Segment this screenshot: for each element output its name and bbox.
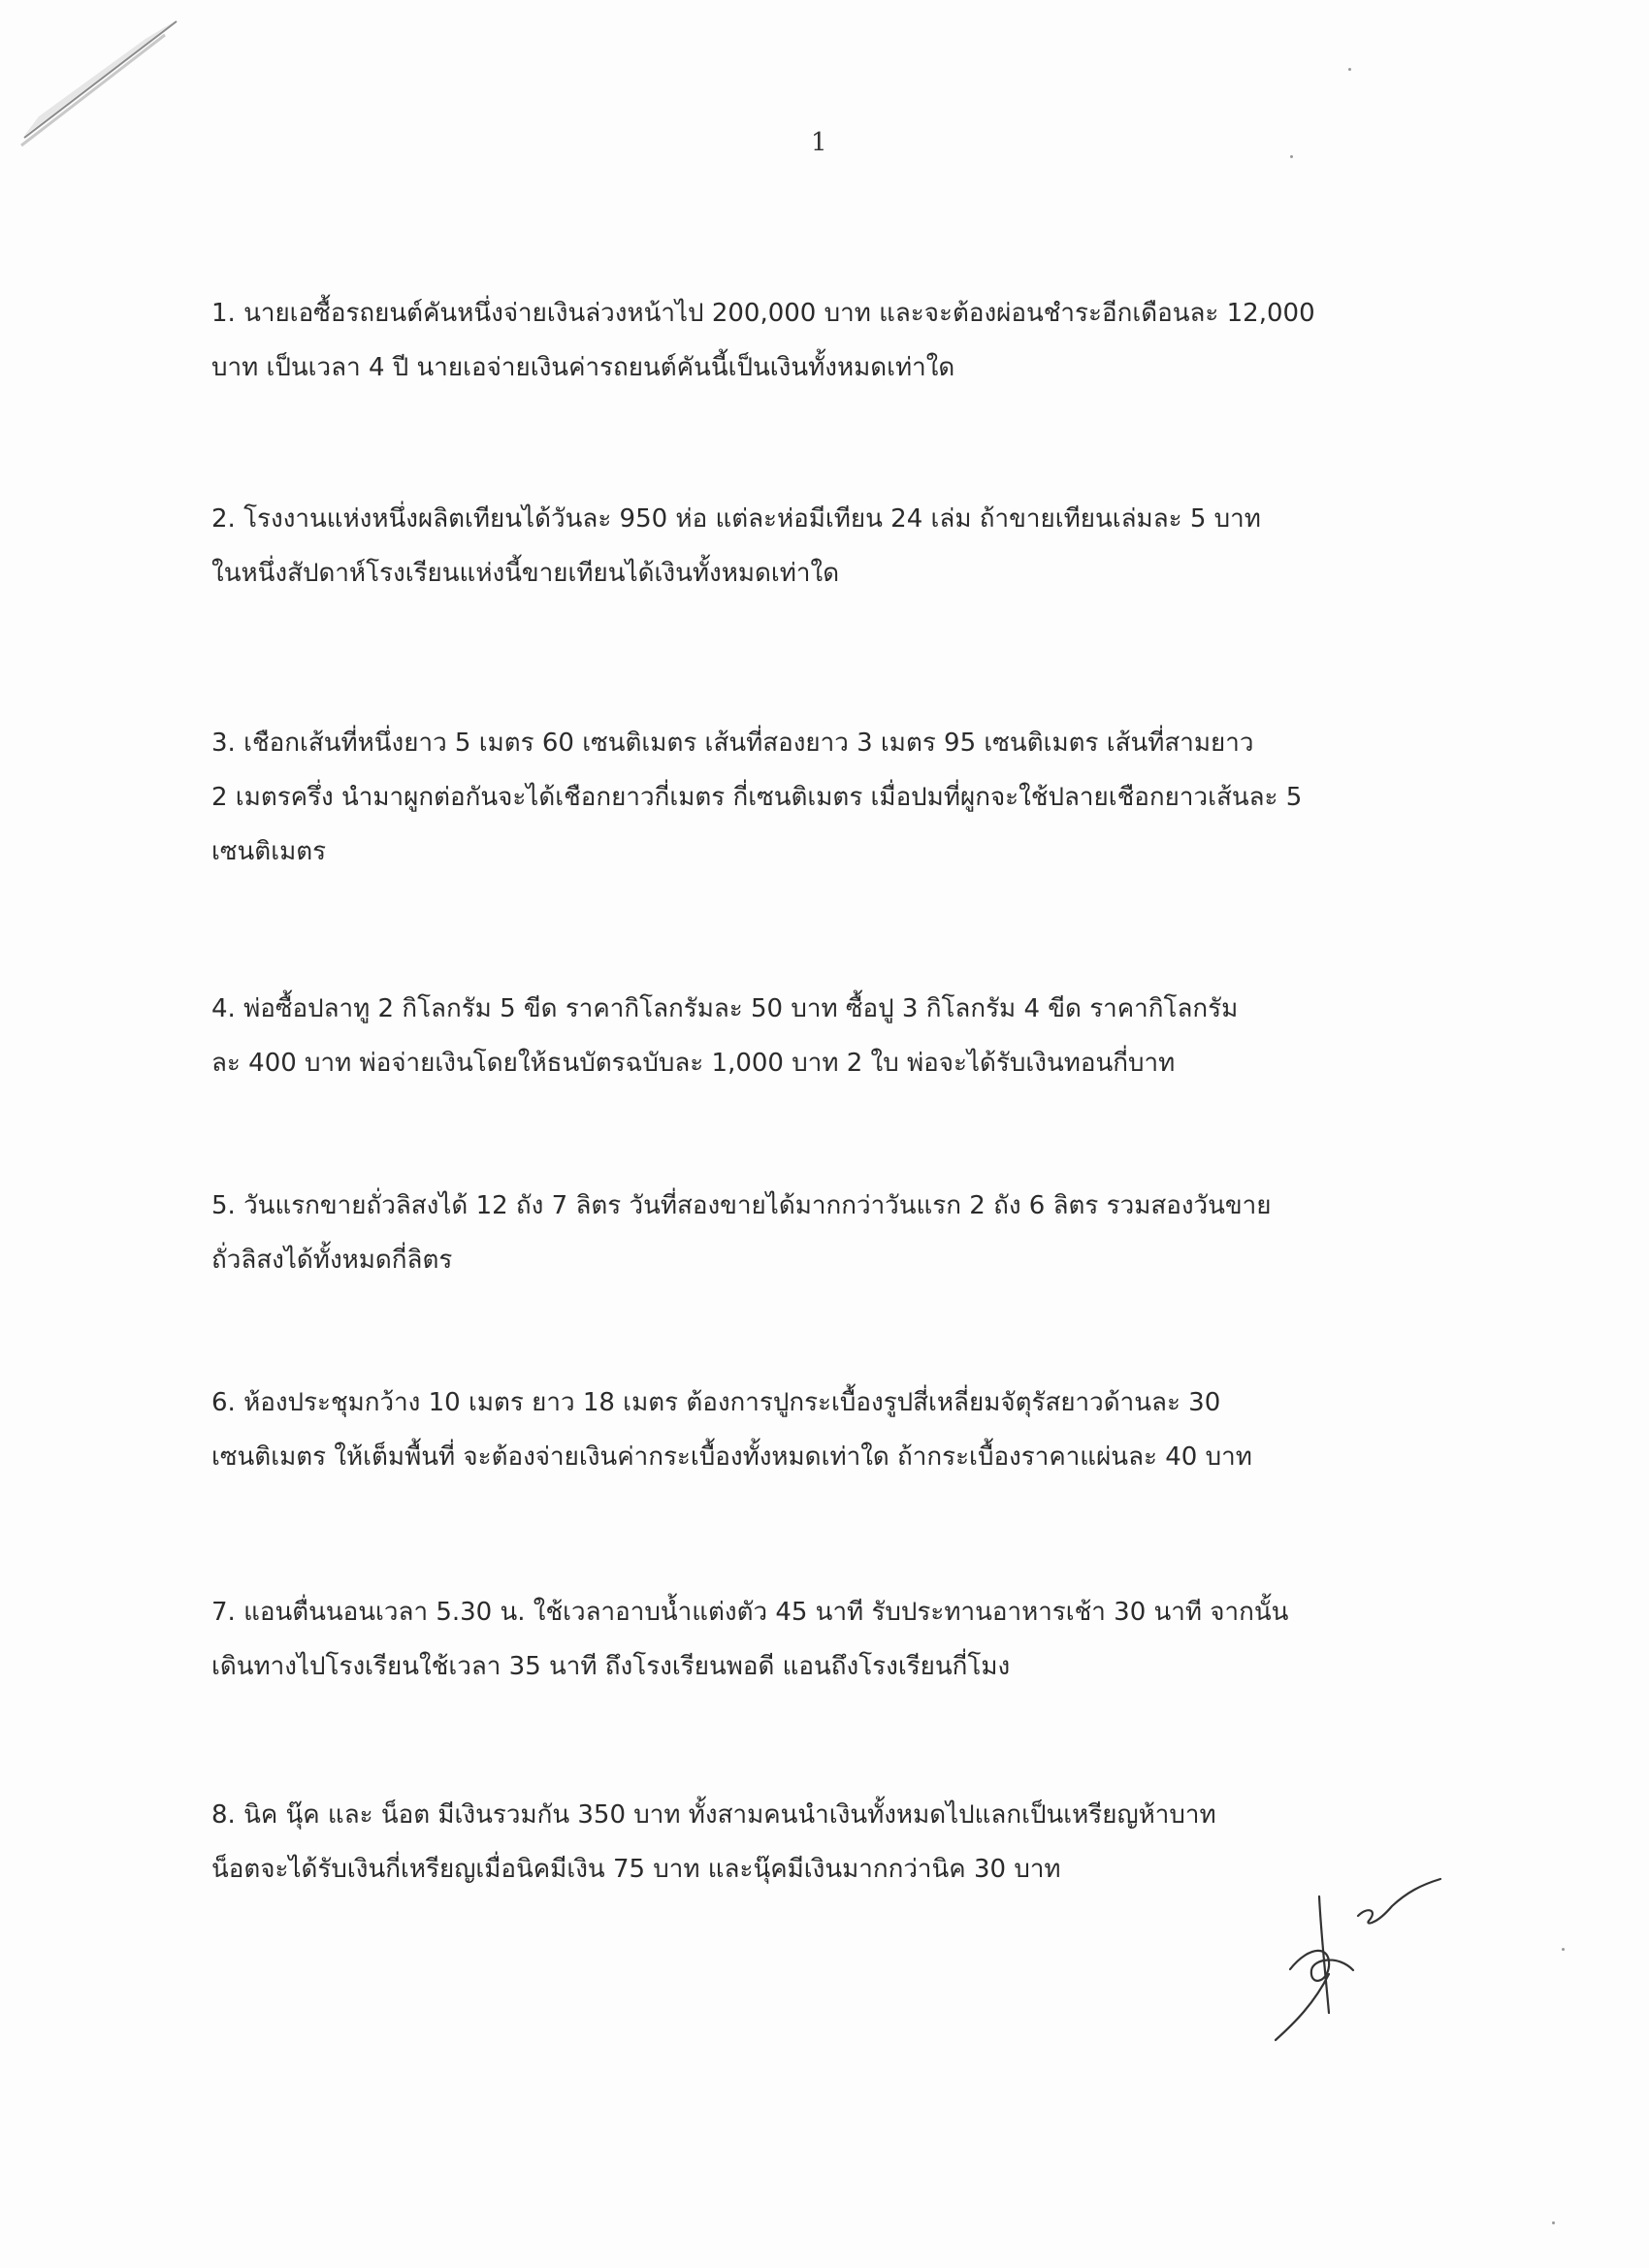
question-7 <box>211 1585 1424 1694</box>
page-number: 1 <box>811 128 827 157</box>
question-2 <box>211 492 1424 600</box>
folded-corner-mark <box>0 0 194 155</box>
question-8-line-2: น็อตจะได้รับเงินกี่เหรียญเมื่อนิคมีเงิน 75 บาท และนุ๊คมีเงินมากกว่านิค 30 บาท <box>211 1855 1061 1884</box>
question-7-line-1: 7. แอนตื่นนอนเวลา 5.30 น. ใช้เวลาอาบน้ำแต่งตัว 45 นาที รับประทานอาหารเช้า 30 นาที จากนั้น <box>211 1598 1289 1627</box>
question-5-line-2: ถั่วลิสงได้ทั้งหมดกี่ลิตร <box>211 1246 453 1275</box>
question-3-line-3: เซนติเมตร <box>211 837 327 866</box>
question-1-line-1: 1. นายเอซื้อรถยนต์คันหนึ่งจ่ายเงินล่วงหน้าไป 200,000 บาท และจะต้องผ่อนชำระอีกเดือนละ 12,000 <box>211 299 1315 328</box>
question-8 <box>211 1788 1424 1896</box>
question-5-line-1: 5. วันแรกขายถั่วลิสงได้ 12 ถัง 7 ลิตร วันที่สองขายได้มากกว่าวันแรก 2 ถัง 6 ลิตร รวมสองวันขาย <box>211 1191 1272 1220</box>
question-5 <box>211 1179 1424 1287</box>
scan-speck <box>1562 1948 1565 1951</box>
question-6-line-2: เซนติเมตร ให้เต็มพื้นที่ จะต้องจ่ายเงินค่ากระเบื้องทั้งหมดเท่าใด ถ้ากระเบื้องราคาแผ่นละ 40 บาท <box>211 1442 1252 1472</box>
scan-speck <box>1290 155 1293 158</box>
question-1-line-2: บาท เป็นเวลา 4 ปี นายเอจ่ายเงินค่ารถยนต์คันนี้เป็นเงินทั้งหมดเท่าใด <box>211 353 955 382</box>
question-3-line-2: 2 เมตรครึ่ง นำมาผูกต่อกันจะได้เชือกยาวกี่เมตร กี่เซนติเมตร เมื่อปมที่ผูกจะใช้ปลายเชือกยาวเส้นละ 5 <box>211 783 1303 812</box>
scan-speck <box>1348 68 1351 71</box>
question-1 <box>211 286 1424 395</box>
question-4-line-1: 4. พ่อซื้อปลาทู 2 กิโลกรัม 5 ขีด ราคากิโลกรัมละ 50 บาท ซื้อปู 3 กิโลกรัม 4 ขีด ราคากิโลกรัม <box>211 994 1239 1023</box>
question-3 <box>211 716 1424 879</box>
question-3-line-1: 3. เชือกเส้นที่หนึ่งยาว 5 เมตร 60 เซนติเมตร เส้นที่สองยาว 3 เมตร 95 เซนติเมตร เส้นที่สามยาว <box>211 729 1254 758</box>
question-2-line-1: 2. โรงงานแห่งหนึ่งผลิตเทียนได้วันละ 950 ห่อ แต่ละห่อมีเทียน 24 เล่ม ถ้าขายเทียนเล่มละ 5 บาท <box>211 504 1261 534</box>
question-2-line-2: ในหนึ่งสัปดาห์โรงเรียนแห่งนี้ขายเทียนได้เงินทั้งหมดเท่าใด <box>211 559 840 588</box>
question-6-line-1: 6. ห้องประชุมกว้าง 10 เมตร ยาว 18 เมตร ต้องการปูกระเบื้องรูปสี่เหลี่ยมจัตุรัสยาวด้านละ 30 <box>211 1388 1221 1417</box>
question-6 <box>211 1376 1424 1484</box>
question-4 <box>211 982 1424 1090</box>
question-7-line-2: เดินทางไปโรงเรียนใช้เวลา 35 นาที ถึงโรงเรียนพอดี แอนถึงโรงเรียนกี่โมง <box>211 1652 1011 1681</box>
question-4-line-2: ละ 400 บาท พ่อจ่ายเงินโดยให้ธนบัตรฉบับละ 1,000 บาท 2 ใบ พ่อจะได้รับเงินทอนกี่บาท <box>211 1049 1176 1078</box>
scan-speck <box>1552 2221 1555 2224</box>
question-8-line-1: 8. นิค นุ๊ค และ น็อต มีเงินรวมกัน 350 บาท ทั้งสามคนนำเงินทั้งหมดไปแลกเป็นเหรียญห้าบาท <box>211 1800 1216 1830</box>
handwritten-signature <box>1261 1877 1455 2052</box>
